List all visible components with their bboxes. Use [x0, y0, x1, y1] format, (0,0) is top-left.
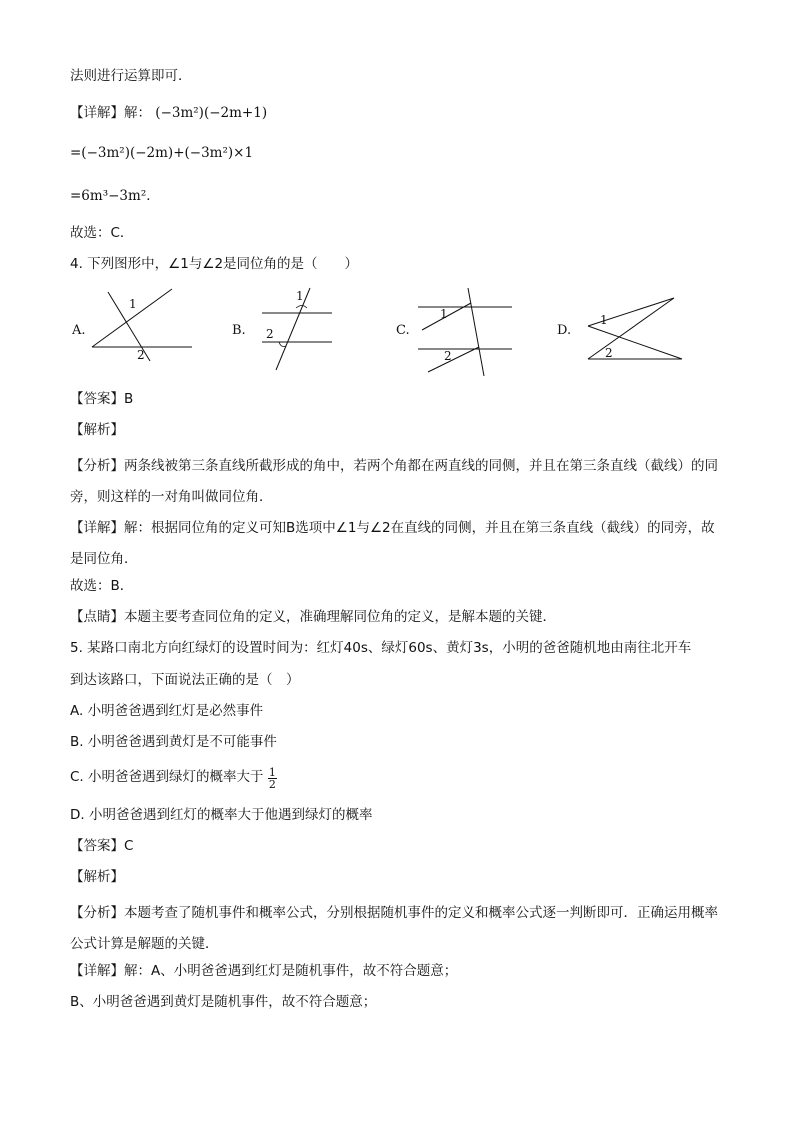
- figure-a-angle-1: 1: [129, 297, 137, 311]
- q4-figures: [70, 286, 710, 382]
- q3-line1: 法则进行运算即可．: [70, 68, 192, 84]
- q4-fenxi: 【分析】两条线被第三条直线所截形成的角中，若两个角都在两直线的同侧，并且在第三条直线（截线）的同旁，则这样的一对角叫做同位角．: [70, 458, 718, 505]
- figure-b-arc-2: [279, 342, 286, 347]
- figure-d-angle-1: 1: [600, 313, 608, 327]
- figure-c-angle-1: 1: [440, 307, 448, 321]
- fraction-denominator: 2: [268, 778, 276, 791]
- q4-jiexi: 【解析】: [70, 422, 124, 438]
- figure-c-line: [468, 288, 484, 376]
- figure-d: [588, 298, 682, 360]
- q5-option-d: D. 小明爸爸遇到红灯的概率大于他遇到绿灯的概率: [70, 807, 373, 823]
- q4-stem: 4. 下列图形中，∠1与∠2是同位角的是（ ）: [70, 256, 359, 272]
- q3-expr1: (−3m²)(−2m+1): [155, 105, 268, 121]
- figure-c: [418, 288, 512, 376]
- option-c-label: C.: [396, 323, 410, 338]
- q5-stem-line1: 5. 某路口南北方向红绿灯的设置时间为：红灯40s、绿灯60s、黄灯3s，小明的爸爸随机地由南往北开车: [70, 640, 692, 656]
- figure-a: [92, 289, 192, 362]
- q5-option-b: B. 小明爸爸遇到黄灯是不可能事件: [70, 734, 277, 750]
- option-b-label: B.: [232, 323, 246, 338]
- q3-choose: 故选：C．: [70, 225, 134, 241]
- option-d-label: D.: [557, 323, 572, 338]
- figure-b: [262, 288, 332, 370]
- q5-option-a: A. 小明爸爸遇到红灯是必然事件: [70, 703, 264, 719]
- q3-step3: =6m³−3m²．: [70, 188, 160, 204]
- q5-option-c-text: C. 小明爸爸遇到绿灯的概率大于: [70, 769, 264, 785]
- q4-dianjing: 【点睛】本题主要考查同位角的定义，准确理解同位角的定义，是解本题的关键．: [70, 609, 556, 625]
- figure-b-line: [276, 288, 310, 370]
- q5-option-c: [70, 767, 277, 790]
- q5-answer: 【答案】C: [70, 838, 134, 854]
- q3-step2: =(−3m²)(−2m)+(−3m²)×1: [70, 145, 254, 161]
- q3-detail: [70, 103, 267, 123]
- figure-c-angle-2: 2: [444, 349, 452, 363]
- q4-answer: 【答案】B: [70, 391, 134, 407]
- q5-jiexi: 【解析】: [70, 869, 124, 885]
- figure-b-angle-2: 2: [266, 327, 274, 341]
- q5-stem-line2: 到达该路口，下面说法正确的是（ ）: [70, 672, 300, 688]
- q5-option-c-fraction: [268, 767, 277, 790]
- figure-a-angle-2: 2: [137, 348, 145, 362]
- q5-line-b: B、小明爸爸遇到黄灯是随机事件，故不符合题意；: [70, 994, 377, 1010]
- q5-fenxi: 【分析】本题考查了随机事件和概率公式，分别根据随机事件的定义和概率公式逐一判断即可．正确运用概率公式计算是解题的关键．: [70, 905, 718, 952]
- figure-d-line: [588, 298, 674, 359]
- figure-d-line: [588, 326, 682, 359]
- fraction-numerator: 1: [268, 766, 276, 779]
- figure-c-line: [428, 347, 479, 372]
- option-a-label: A.: [72, 323, 86, 338]
- q4-xiangjie: 【详解】解：根据同位角的定义可知B选项中∠1与∠2在直线的同侧，并且在第三条直线（截线）的同旁，故是同位角．: [70, 520, 715, 567]
- figure-b-angle-1: 1: [296, 289, 304, 303]
- q5-xiangjie: 【详解】解：A、小明爸爸遇到红灯是随机事件，故不符合题意；: [70, 963, 458, 979]
- figure-d-angle-2: 2: [605, 346, 613, 360]
- q3-detail-label: 【详解】解：: [70, 105, 151, 121]
- q4-choose: 故选：B．: [70, 578, 134, 594]
